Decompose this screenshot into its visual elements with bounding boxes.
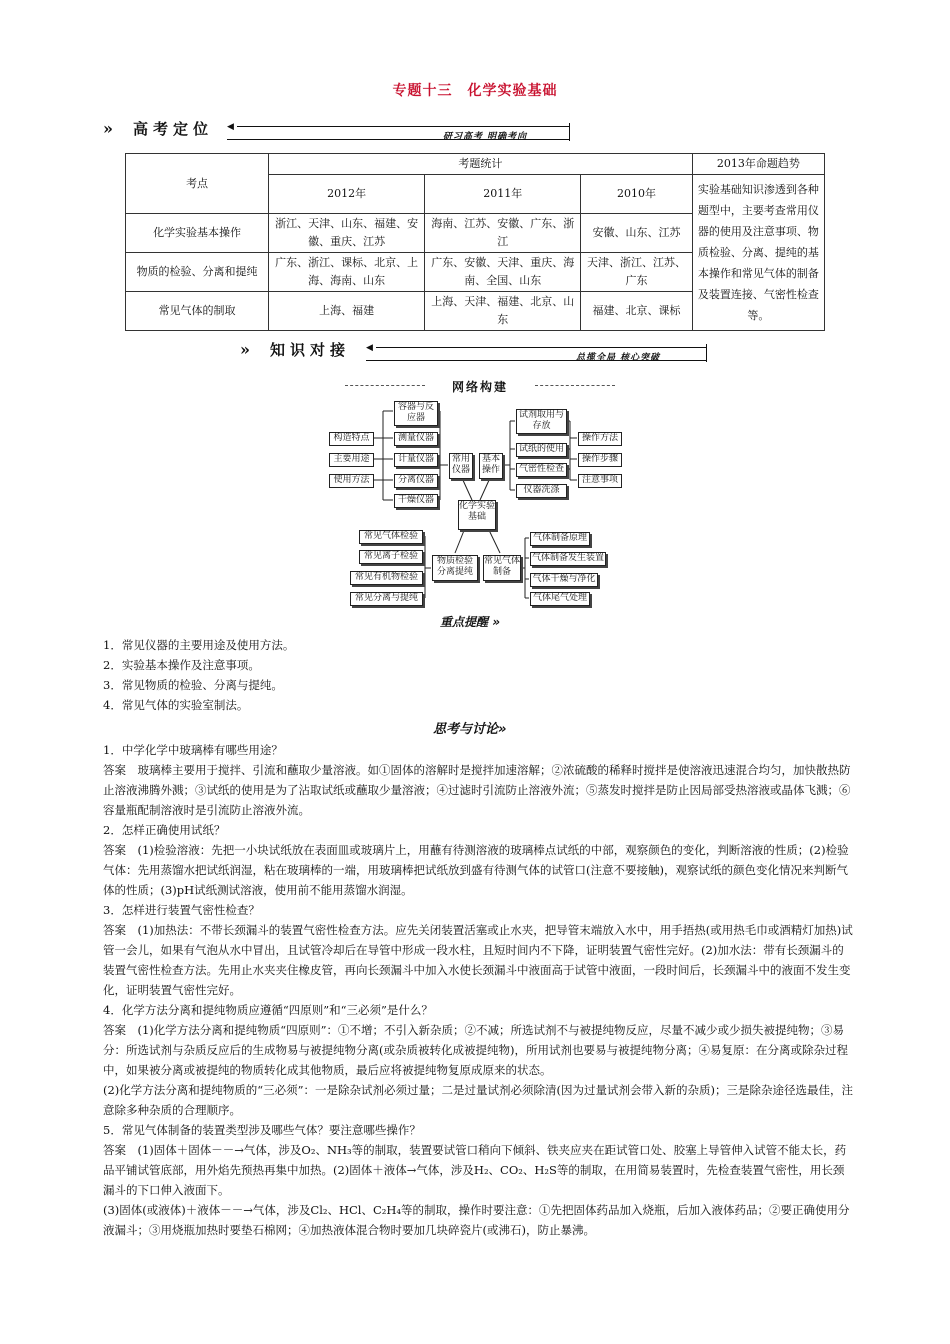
arrowhead-icon: ◀ bbox=[366, 343, 373, 353]
arrowhead-icon: ◀ bbox=[227, 122, 234, 132]
mm-left-outer: 主要用途 bbox=[329, 453, 374, 467]
double-chevron-icon: » bbox=[240, 340, 250, 359]
mm-left-outer: 使用方法 bbox=[329, 474, 374, 488]
mindmap-title: 网络构建 bbox=[345, 377, 615, 395]
banner-title: 高考定位 bbox=[133, 120, 214, 138]
list-item: 4．常见气体的实验室制法。 bbox=[103, 698, 249, 712]
header-trend: 2013年命题趋势 bbox=[692, 154, 824, 175]
double-chevron-icon: » bbox=[498, 722, 507, 737]
mm-instruments: 常用仪器 bbox=[449, 453, 473, 479]
mm-right-outer: 操作方法 bbox=[578, 432, 622, 446]
year-2012: 2012年 bbox=[269, 175, 425, 214]
table-row: 化学实验基本操作 浙江、天津、山东、福建、安徽、重庆、江苏 海南、江苏、安徽、广东、浙江 安徽、山东、江苏 bbox=[126, 214, 825, 253]
mm-right-outer: 操作步骤 bbox=[578, 453, 622, 467]
trend-text: 实验基础知识渗透到各种题型中，主要考查常用仪器的使用及注意事项、物质检验、分离、提纯的基本操作和常见气体的制备及装置连接、气密性检查等。 bbox=[692, 175, 824, 331]
answer: 答案 (1)检验溶液：先把一小块试纸放在表面皿或玻璃片上，用蘸有待测溶液的玻璃棒点试纸的中部，观察颜色的变化，判断溶液的性质；(2)检验气体：先用蒸馏水把试纸润湿，粘在玻璃棒的一端，用玻璃棒把试纸放到盛有待测气体的试管口(注意不要接触)，观察试纸的颜色变化情况来判断气体的性质；(3)pH试纸测试溶液，使用前不能用蒸馏水润湿。 bbox=[103, 843, 849, 897]
mm-bottom-left: 常见气体检验 bbox=[359, 530, 423, 544]
double-chevron-icon: » bbox=[488, 615, 500, 629]
mm-basic-ops: 基本操作 bbox=[479, 453, 503, 479]
mm-bottom-left: 常见有机物检验 bbox=[350, 571, 423, 585]
mm-left-mid: 计量仪器 bbox=[394, 453, 438, 467]
mm-right-mid: 仪器洗涤 bbox=[516, 484, 567, 498]
answer-continued: (3)固体(或液体)＋液体－－→气体，涉及Cl₂、HCl、C₂H₄等的制取，操作时要注意：①先把固体药品加入烧瓶，后加入液体药品；②要正确使用分液漏斗；③用烧瓶加热时要垫石棉网；④加热液体混合物时要加几块碎瓷片(或沸石)，防止暴沸。 bbox=[103, 1203, 850, 1237]
mm-bottom-right: 气体尾气处理 bbox=[530, 592, 590, 606]
mm-right-mid: 气密性检查 bbox=[516, 463, 567, 477]
mm-right-outer: 注意事项 bbox=[578, 474, 622, 488]
question: 3．怎样进行装置气密性检查？ bbox=[103, 903, 260, 917]
mm-left-mid: 干燥仪器 bbox=[394, 494, 438, 508]
question: 4．化学方法分离和提纯物质应遵循“四原则”和“三必须”是什么？ bbox=[103, 1003, 433, 1017]
table-row: 常见气体的制取 上海、福建 上海、天津、福建、北京、山东 福建、北京、课标 bbox=[126, 292, 825, 331]
mm-gas-prep: 常见气体制备 bbox=[483, 555, 521, 581]
list-item: 1．常见仪器的主要用途及使用方法。 bbox=[103, 638, 295, 652]
answer-continued: (2)化学方法分离和提纯物质的“三必须”：一是除杂试剂必须过量；二是过量试剂必须除清(因为过量试剂会带入新的杂质)；三是除杂途径选最佳，注意除多种杂质的合理顺序。 bbox=[103, 1083, 854, 1117]
list-item: 3．常见物质的检验、分离与提纯。 bbox=[103, 678, 283, 692]
year-2011: 2011年 bbox=[425, 175, 581, 214]
mm-bottom-left: 常见分离与提纯 bbox=[350, 592, 423, 606]
header-stats: 考题统计 bbox=[269, 154, 693, 175]
year-2010: 2010年 bbox=[581, 175, 692, 214]
mm-bottom-left: 常见离子检验 bbox=[359, 550, 423, 564]
mm-left-mid: 分离仪器 bbox=[394, 474, 438, 488]
banner-title: 知识对接 bbox=[270, 341, 351, 359]
discussion-heading: 思考与讨论» bbox=[433, 722, 507, 737]
answer: 答案 玻璃棒主要用于搅拌、引流和蘸取少量溶液。如①固体的溶解时是搅拌加速溶解；②浓硫酸的稀释时搅拌是使溶液迅速混合均匀，加快散热防止溶液沸腾外溅；③试纸的使用是为了沾取试纸或蘸取少量溶液；④过滤时引流防止溶液外流；⑤蒸发时搅拌是防止因局部受热溶液或晶体飞溅；⑥容量瓶配制溶液时是引流防止溶液外流。 bbox=[103, 763, 851, 817]
qa-list bbox=[103, 740, 853, 1240]
mm-left-mid: 测量仪器 bbox=[394, 432, 438, 446]
double-chevron-icon: » bbox=[103, 119, 113, 138]
mm-bottom-right: 气体制备发生装置 bbox=[530, 552, 606, 566]
answer: 答案 (1)加热法：不带长颈漏斗的装置气密性检查方法。应先关闭装置活塞或止水夹，把导管末端放入水中，用手捂热(或用热毛巾或酒精灯加热)试管一会儿，如果有气泡从水中冒出，且试管冷却后在导管中形成一段水柱，且短时间内不下降，证明装置气密性完好。(2)加水法：带有长颈漏斗的装置气密性检查方法。先用止水夹夹住橡皮管，再向长颈漏斗中加入水使长颈漏斗中液面高于试管中液面，一段时间后，长颈漏斗中的液面不发生变化，证明装置气密性完好。 bbox=[103, 923, 853, 997]
list-item: 2．实验基本操作及注意事项。 bbox=[103, 658, 260, 672]
banner-slogan: 研习高考 明确考向 bbox=[443, 132, 528, 142]
mm-left-mid: 容器与反应器 bbox=[394, 401, 438, 426]
mm-right-mid: 试纸的使用 bbox=[516, 443, 567, 457]
mm-inspect: 物质检验分离提纯 bbox=[432, 555, 478, 581]
question: 1．中学化学中玻璃棒有哪些用途？ bbox=[103, 743, 283, 757]
key-points-heading: 重点提醒 » bbox=[440, 615, 500, 629]
mm-bottom-right: 气体制备原理 bbox=[530, 532, 590, 546]
question: 2．怎样正确使用试纸？ bbox=[103, 823, 226, 837]
document-title: 专题十三 化学实验基础 bbox=[392, 83, 558, 99]
mm-right-mid: 试剂取用与存放 bbox=[516, 409, 567, 434]
answer: 答案 (1)固体＋固体－－→气体，涉及O₂、NH₃等的制取，装置要试管口稍向下倾斜、铁夹应夹在距试管口处、胶塞上导管伸入试管不能太长，药品平铺试管底部，用外焰先预热再集中加热。(2)固体＋液体→气体，涉及H₂、CO₂、H₂S等的制取，在用简易装置时，先检查装置气密性，用长颈漏斗的下口伸入液面下。 bbox=[103, 1143, 847, 1197]
banner-slogan: 总揽全局 核心突破 bbox=[576, 353, 661, 363]
table-row: 物质的检验、分离和提纯 广东、浙江、课标、北京、上海、海南、山东 广东、安徽、天津、重庆、海南、全国、山东 天津、浙江、江苏、广东 bbox=[126, 253, 825, 292]
mm-bottom-right: 气体干燥与净化 bbox=[530, 573, 598, 587]
mm-center: 化学实验基础 bbox=[458, 500, 496, 530]
answer: 答案 (1)化学方法分离和提纯物质“四原则”：①不增；不引入新杂质；②不减；所选试剂不与被提纯物反应，尽量不减少或少损失被提纯物；③易分：所选试剂与杂质反应后的生成物易与被提纯物分离(或杂质被转化成被提纯物)，所用试剂也要易与被提纯物分离；④易复原：在分离或除杂过程中，如果被分离或被提纯的物质转化成其他物质，最后应将被提纯物复原成原来的状态。 bbox=[103, 1023, 848, 1077]
header-point: 考点 bbox=[126, 154, 269, 214]
question: 5．常见气体制备的装置类型涉及哪些气体？要注意哪些操作？ bbox=[103, 1123, 421, 1137]
mm-left-outer: 构造特点 bbox=[329, 432, 374, 446]
